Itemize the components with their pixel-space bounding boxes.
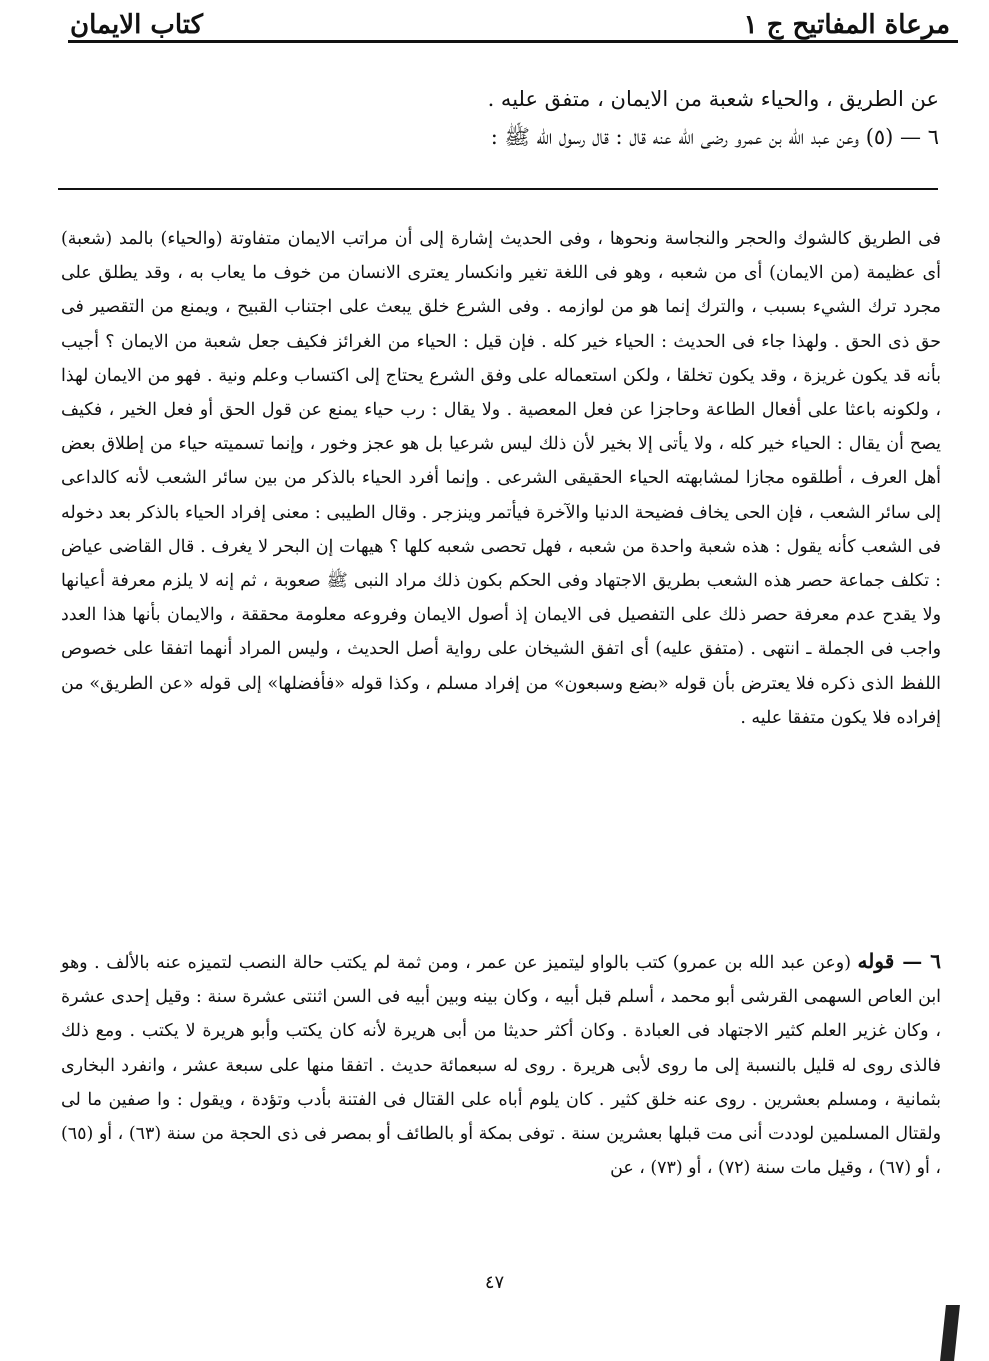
header-rule [68, 40, 958, 43]
commentary-block [61, 222, 941, 735]
hadith-line-1: عن الطريق ، والحياء شعبة من الايمان ، متفق عليه . [487, 87, 939, 111]
note-text: (وعن عبد الله بن عمرو) كتب بالواو ليتميز عن عمر ، ومن ثمة لم يكتب حالة النصب لتميزه عنه بالألف . وهو ابن العاص السهمى القرشى أبو محمد ، أسلم قبل أبيه ، وكان بينه وبين أبيه فى السن اثنتى عشرة سنة : وقيل إحدى عشرة ، وكان غزير العلم كثير الاجتهاد فى العبادة . وكان أكثر حديثا من أبى هريرة لأنه كان يكتب وأبو هريرة لا يكتب . ومع ذلك فالذى روى له قليل بالنسبة إلى ما روى لأبى هريرة . روى له سبعمائة حديث . اتفقا منها على سبعة عشر ، وانفرد البخارى بثمانية ، ومسلم بعشرين . روى عنه خلق كثير . كان يلوم أباه على القتال فى الفتنة بأدب وتؤدة ، ويقول : وا صفين ما لى ولقتال المسلمين لوددت أنى مت قبلها بعشرين سنة . توفى بمكة أو بالطائف أو بمصر فى ذى الحجة من سنة (٦٣) ، أو (٦٥) ، أو (٦٧) ، وقيل مات سنة (٧٢) ، أو (٧٣) ، عن [61, 953, 941, 1179]
header-right-title: مرعاة المفاتيح ج ١ [743, 10, 950, 40]
scan-edge-mark [940, 1305, 960, 1361]
page-header [70, 8, 950, 40]
page-number: ٤٧ [484, 1272, 505, 1293]
narrator-note [61, 944, 941, 1185]
commentary-paragraph: فى الطريق كالشوك والحجر والنجاسة ونحوها ، وفى الحديث إشارة إلى أن مراتب الايمان متفاوتة (والحياء) بالمد (شعبة) أى عظيمة (من الايمان) أى من شعبه ، وهو فى اللغة تغير وانكسار يعترى الانسان من خوف ما يعاب به ، وقد يطلق على مجرد ترك الشيء بسبب ، والترك إنما هو من لوازمه . وفى الشرع خلق يبعث على اجتناب القبيح ، ويمنع من التقصير فى حق ذى الحق . ولهذا جاء فى الحديث : الحياء خير كله . فإن قيل : الحياء من الغرائز فكيف جعل شعبة من الايمان ؟ أجيب بأنه قد يكون غريزة ، وقد يكون تخلقا ، ولكن استعماله على وفق الشرع يحتاج إلى اكتساب وعلم ونية . فهو من الايمان لهذا ، ولكونه باعثا على أفعال الطاعة وحاجزا عن فعل المعصية . ولا يقال : رب حياء يمنع عن قول الحق أو فعل الخير ، فكيف يصح أن يقال : الحياء خير كله ، ولا يأتى إلا بخير لأن ذلك ليس شرعيا بل هو عجز وخور ، وإنما تسميته حياء من إطلاق بعض أهل العرف ، أطلقوه مجازا لمشابهته الحياء الحقيقى الشرعى . وإنما أفرد الحياء بالذكر من بين سائر الشعب لأنه كالداعى إلى سائر الشعب ، فإن الحى يخاف فضيحة الدنيا والآخرة فيأتمر وينزجر . وقال الطيبى : معنى إفراد الحياء بالذكر بعد دخوله فى الشعب كأنه يقول : هذه شعبة واحدة من شعبه ، فهل تحصى شعبه كلها ؟ هيهات إن البحر لا يغرف . قال القاضى عياض : تكلف جماعة حصر هذه الشعب بطريق الاجتهاد وفى الحكم بكون ذلك مراد النبى ﷺ صعوبة ، ثم إنه لا يلزم معرفة أعيانها ولا يقدح عدم معرفة حصر ذلك على التفصيل فى الايمان إذ أصول الايمان وفروعه معلومة محققة ، والايمان بأنها هذا العدد واجب فى الجملة ـ انتهى . (متفق عليه) أى اتفق الشيخان على رواية أصل الحديث ، وليس المراد أنهما اتفقا على خصوص اللفظ الذى ذكره فلا يعترض بأن قوله «بضع وسبعون» من إفراد مسلم ، وكذا قوله «فأفضلها» إلى قوله «عن الطريق» من إفراده فلا يكون متفقا عليه . [61, 229, 941, 728]
note-label: ٦ — قوله [857, 949, 941, 973]
hadith-line-2: ٦ — (٥) وعن عبد الله بن عمرو رضى الله عنه قال : قال رسول الله ﷺ : [490, 125, 939, 149]
hadith-text [69, 80, 939, 156]
note-paragraph [61, 944, 941, 1185]
header-left-title: كتاب الايمان [70, 10, 204, 40]
section-divider [58, 188, 938, 190]
